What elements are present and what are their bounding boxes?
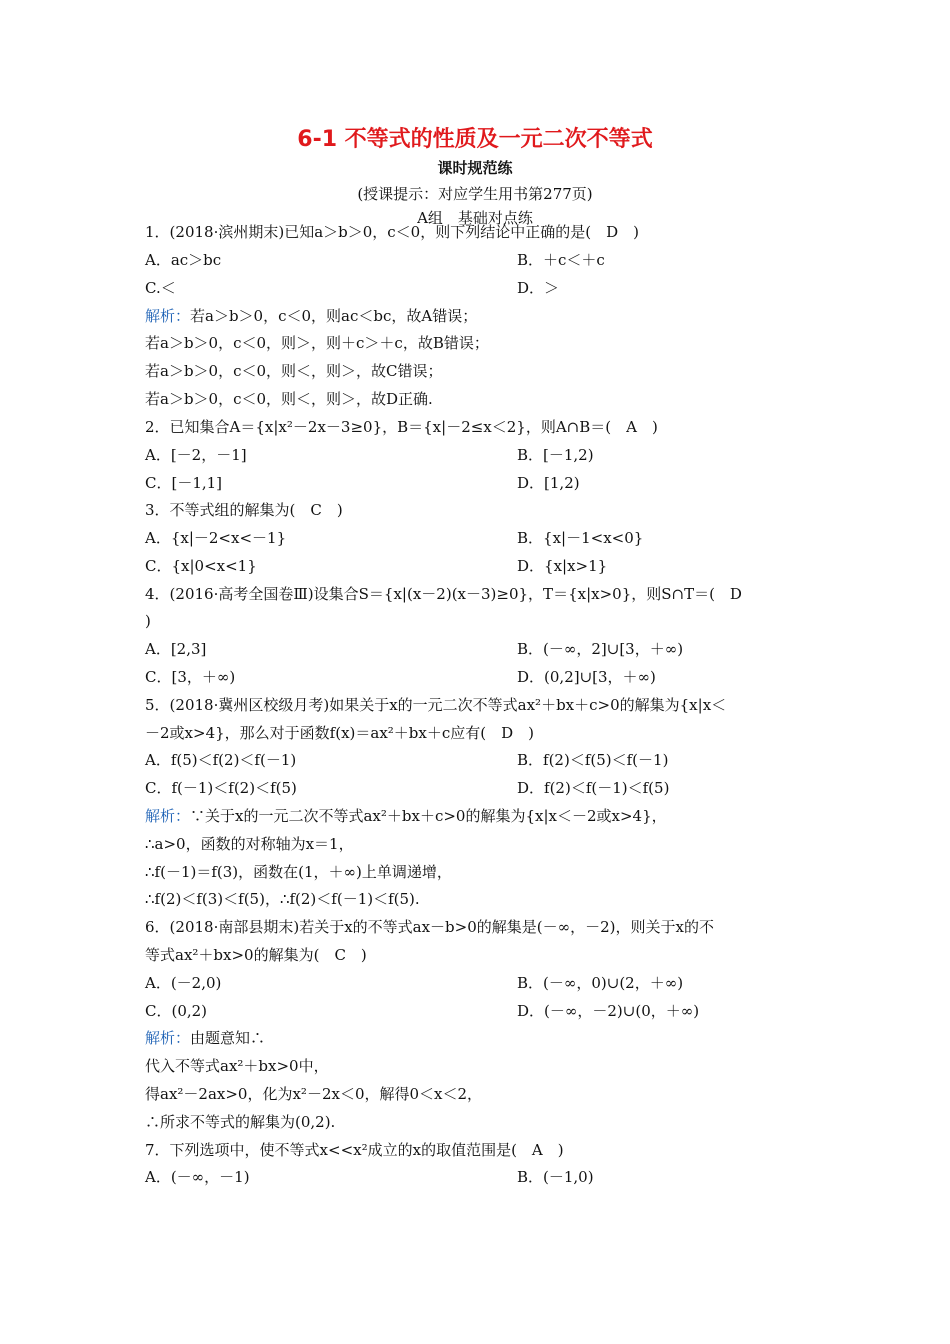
line-text: 3．不等式组的解集为( C ) <box>145 501 343 519</box>
line-text: A．[2,3] <box>145 640 207 658</box>
line-text: ∵关于x的一元二次不等式ax²＋bx＋c>0的解集为{x|x＜－2或x>4}， <box>190 807 667 825</box>
text-line <box>145 417 658 437</box>
text-line <box>145 361 443 381</box>
text-line <box>517 973 683 993</box>
line-text: 7．下列选项中，使不等式x<<x²成立的x的取值范围是( A ) <box>145 1141 564 1159</box>
line-text: B．＋c＜＋c <box>517 251 605 269</box>
line-text: C．f(－1)＜f(2)＜f(5) <box>145 779 297 797</box>
line-text: A．(－∞，－1) <box>145 1168 250 1186</box>
text-line <box>145 1167 250 1187</box>
line-text: C．{x|0<x<1} <box>145 557 257 575</box>
line-text: ) <box>145 612 151 630</box>
text-line <box>145 806 667 826</box>
textbook-hint: (授课提示：对应学生用书第277页) <box>357 185 593 203</box>
line-text: －2或x>4}，那么对于函数f(x)＝ax²＋bx＋c应有( D ) <box>145 724 534 742</box>
line-text: B．(－∞，2]∪[3，＋∞) <box>517 640 684 658</box>
text-line <box>145 695 726 715</box>
line-text: D．f(2)＜f(－1)＜f(5) <box>517 779 670 797</box>
text-line <box>145 889 420 909</box>
text-line <box>145 250 221 270</box>
text-line <box>145 445 247 465</box>
text-line <box>145 389 433 409</box>
line-text: C．[3，＋∞) <box>145 668 236 686</box>
analysis-label: 解析： <box>145 807 191 825</box>
text-line <box>145 834 354 854</box>
line-text: C.＜ <box>145 279 176 297</box>
text-line <box>145 1028 265 1048</box>
line-text: 若a＞b＞0，c＜0，则＜，则＞，故C错误； <box>145 362 443 380</box>
line-text: 1．(2018·滨州期末)已知a＞b＞0，c＜0，则下列结论中正确的是( D ) <box>145 223 639 241</box>
text-line <box>145 1056 329 1076</box>
text-line <box>517 250 605 270</box>
text-line <box>145 306 477 326</box>
line-text: B．f(2)＜f(5)＜f(－1) <box>517 751 669 769</box>
text-line <box>517 778 669 798</box>
text-line <box>145 611 151 631</box>
line-text: ∴f(2)＜f(3)＜f(5)，∴f(2)＜f(－1)＜f(5). <box>145 890 420 908</box>
text-line <box>145 723 534 743</box>
line-text: 由题意知∴ <box>190 1029 266 1047</box>
line-text: A．(－2,0) <box>145 974 222 992</box>
text-line <box>145 639 206 659</box>
text-line <box>145 1112 335 1132</box>
line-text: A．[－2，－1] <box>145 446 247 464</box>
analysis-label: 解析： <box>145 1029 191 1047</box>
text-line <box>517 473 580 493</box>
text-line <box>145 750 296 770</box>
line-text: B．[－1,2) <box>517 446 594 464</box>
line-text: A．f(5)＜f(2)＜f(－1) <box>145 751 297 769</box>
line-text: 若a＞b＞0，c＜0，则＞，则＋c＞＋c，故B错误； <box>145 334 489 352</box>
text-line <box>145 1140 564 1160</box>
text-line <box>517 1167 594 1187</box>
line-text: C．[－1,1] <box>145 474 223 492</box>
line-text: B．{x|－1<x<0} <box>517 529 644 547</box>
text-line <box>145 500 343 520</box>
line-text: A．{x|－2<x<－1} <box>145 529 287 547</box>
text-line <box>517 528 643 548</box>
text-line <box>145 917 714 937</box>
text-line <box>517 639 683 659</box>
line-text: B．(－∞，0)∪(2，＋∞) <box>517 974 684 992</box>
text-line <box>517 445 594 465</box>
line-text: 等式ax²＋bx>0的解集为( C ) <box>145 946 367 964</box>
text-line <box>145 278 176 298</box>
text-line <box>145 862 452 882</box>
text-line <box>517 1001 699 1021</box>
text-line <box>517 556 607 576</box>
line-text: ∴f(－1)＝f(3)，函数在(1，＋∞)上单调递增， <box>145 863 452 881</box>
text-line <box>145 222 639 242</box>
line-text: D．{x|x>1} <box>517 557 608 575</box>
text-line <box>145 973 221 993</box>
line-text: D．[1,2) <box>517 474 580 492</box>
text-line <box>145 1001 207 1021</box>
group-heading: A组 基础对点练 <box>417 209 533 227</box>
line-text: A．ac＞bc <box>145 251 222 269</box>
line-text: ∴所求不等式的解集为(0,2). <box>145 1113 336 1131</box>
text-line <box>517 750 668 770</box>
line-text: D．＞ <box>517 279 560 297</box>
line-text: 若a＞b＞0，c＜0，则＜，则＞，故D正确. <box>145 390 433 408</box>
line-text: ∴a>0，函数的对称轴为x＝1， <box>145 835 354 853</box>
text-line <box>145 778 297 798</box>
line-text: 6．(2018·南部县期末)若关于x的不等式ax－b>0的解集是(－∞，－2)，则关于x的不 <box>145 918 714 936</box>
subtitle: 课时规范练 <box>437 159 513 177</box>
text-line <box>145 945 367 965</box>
page-title: 6-1 不等式的性质及一元二次不等式 <box>297 127 653 152</box>
line-text: D．(－∞，－2)∪(0，＋∞) <box>517 1002 700 1020</box>
line-text: 代入不等式ax²＋bx>0中， <box>145 1057 329 1075</box>
line-text: D．(0,2]∪[3，＋∞) <box>517 668 656 686</box>
text-line <box>145 528 286 548</box>
line-text: 2．已知集合A＝{x|x²－2x－3≥0}，B＝{x|－2≤x＜2}，则A∩B＝( A ) <box>145 418 658 436</box>
text-line <box>145 584 742 604</box>
line-text: 得ax²－2ax>0，化为x²－2x＜0，解得0＜x＜2， <box>145 1085 483 1103</box>
text-line <box>145 473 222 493</box>
line-text: B．(－1,0) <box>517 1168 594 1186</box>
text-line <box>517 278 559 298</box>
line-text: 4．(2016·高考全国卷Ⅲ)设集合S＝{x|(x－2)(x－3)≥0}，T＝{x|x>0}，则S∩T＝( D <box>145 585 742 603</box>
line-text: 5．(2018·冀州区校级月考)如果关于x的一元二次不等式ax²＋bx＋c>0的解集为{x|x＜ <box>145 696 727 714</box>
text-line <box>145 333 489 353</box>
text-line <box>145 667 235 687</box>
text-line <box>145 1084 482 1104</box>
line-text: C．(0,2) <box>145 1002 208 1020</box>
text-line <box>145 556 257 576</box>
line-text: 若a＞b＞0，c＜0，则ac＜bc，故A错误； <box>190 307 478 325</box>
analysis-label: 解析： <box>145 307 191 325</box>
text-line <box>517 667 656 687</box>
